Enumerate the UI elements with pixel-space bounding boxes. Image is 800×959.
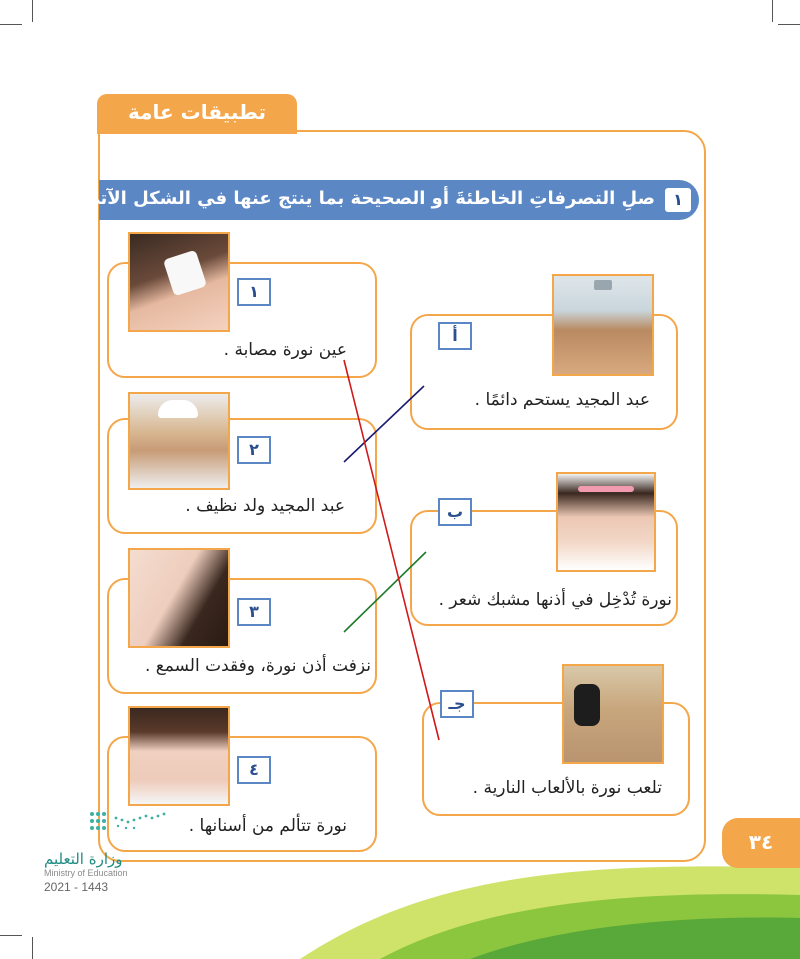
section-title: تطبيقات عامة	[128, 100, 266, 124]
ministry-name-arabic: وزارة التعليم	[44, 850, 123, 868]
page-number-tab	[722, 818, 800, 868]
action-letter: أ	[438, 322, 472, 350]
consequence-caption: عين نورة مصابة .	[223, 340, 347, 360]
consequence-number: ٣	[237, 598, 271, 626]
edition-year: 2021 - 1443	[44, 880, 109, 894]
page-number: ٣٤	[748, 830, 774, 854]
ministry-logo-icon	[88, 808, 178, 848]
action-letter: ب	[438, 498, 472, 526]
consequence-number: ٤	[237, 756, 271, 784]
consequence-caption: نزفت أذن نورة، وفقدت السمع .	[144, 656, 371, 676]
action-letter: جـ	[440, 690, 474, 718]
consequence-caption: عبد المجيد ولد نظيف .	[185, 496, 345, 516]
action-caption: نورة تُدْخِل في أذنها مشبك شعر .	[438, 590, 672, 610]
ministry-name-english: Ministry of Education	[44, 868, 128, 878]
question-text: صلِ التصرفاتِ الخاطئةَ أو الصحيحة بما ينتج عنها في الشكل الآتي :	[68, 188, 655, 209]
line-a-to-2	[344, 386, 424, 462]
consequence-number: ١	[237, 278, 271, 306]
action-caption: تلعب نورة بالألعاب النارية .	[472, 778, 662, 798]
consequence-caption: نورة تتألم من أسنانها .	[188, 816, 347, 836]
question-number: ١	[665, 188, 691, 212]
action-caption: عبد المجيد يستحم دائمًا .	[474, 390, 650, 410]
line-b-to-3	[344, 552, 426, 632]
consequence-number: ٢	[237, 436, 271, 464]
